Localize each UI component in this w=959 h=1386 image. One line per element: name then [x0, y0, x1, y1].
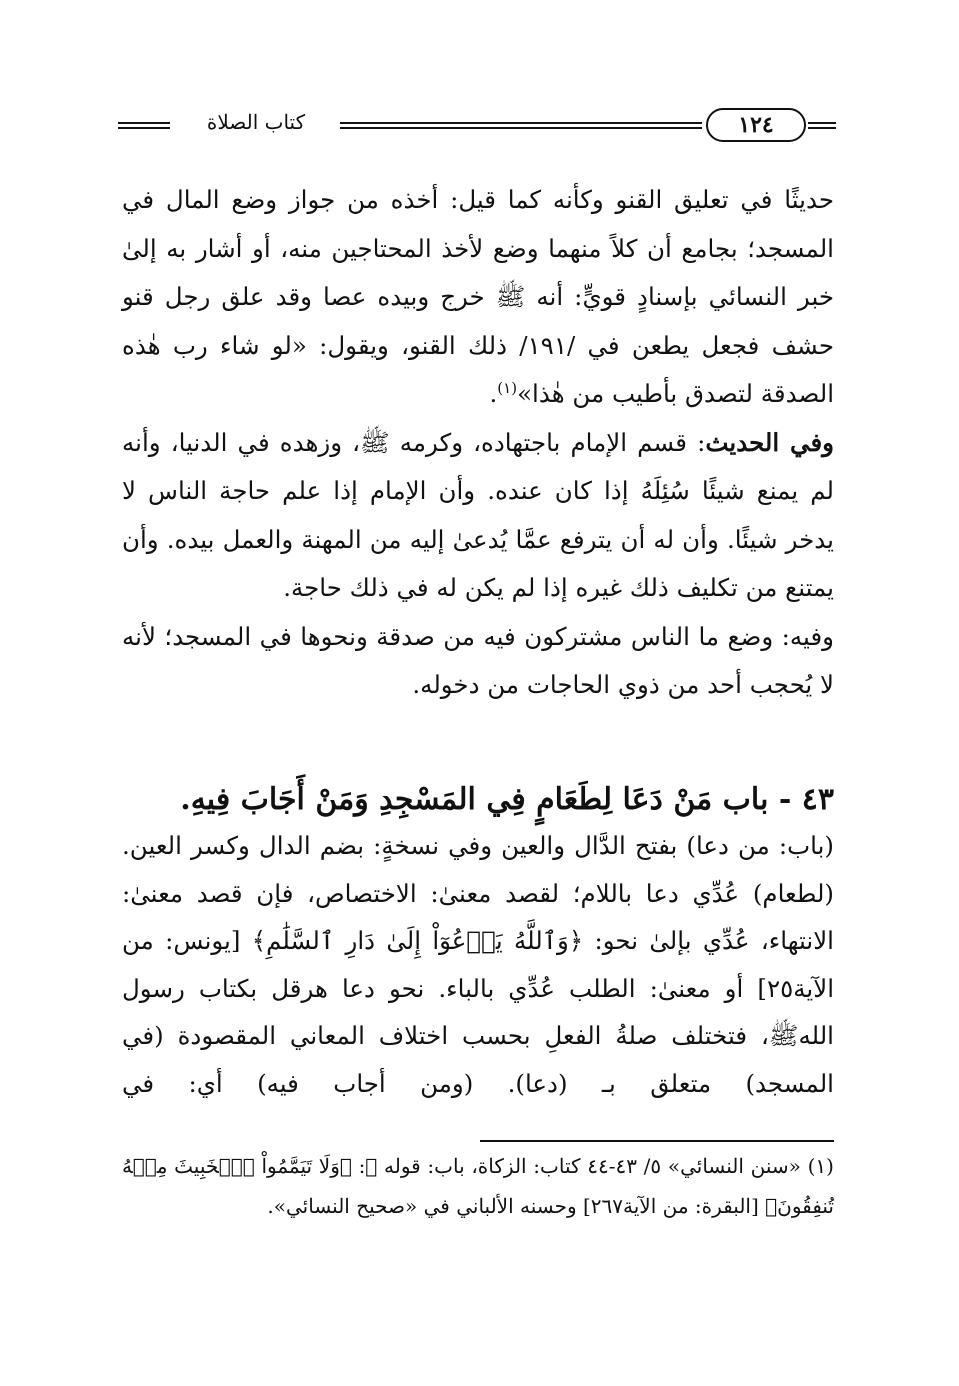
paragraph-text: حديثًا في تعليق القنو وكأنه كما قيل: أخذه من جواز وضع المال في المسجد؛ بجامع أن كلاً منهما وضع لأخذ المحتاجين منه، أو أشار به إلىٰ خبر النسائي بإسنادٍ قويٍّ: أنه ﷺ خرج وبيده عصا وقد علق رجل قنو حشف فجعل يطعن في /١٩١/ ذلك القنو، ويقول: «لو شاء رب هٰذه الصدقة لتصدق بأطيب من هٰذا» — [122, 185, 834, 408]
footnote: (١) «سنن النسائي» ٥/ ٤٣-٤٤ كتاب: الزكاة، باب: قوله ﷻ: ﴿وَلَا تَيَمَّمُواْ ٱلۡخَبِيثَ مِنۡهُ تُنفِقُونَ﴾ [البقرة: من الآية٢٦٧] وحسنه الألباني في «صحيح النسائي». — [122, 1154, 834, 1218]
footnote-marker: (١) — [497, 378, 518, 397]
main-text — [122, 176, 834, 710]
paragraph-text: : قسم الإمام باجتهاده، وكرمه ﷺ، وزهده في الدنيا، وأنه لم يمنع شيئًا سُئِلَهُ إذا كان عنده. وأن الإمام إذا علم حاجة الناس لا يدخر شيئًا. وأن له أن يترفع عمَّا يُدعىٰ إليه من المهنة والعمل بيده. وأن يمتنع من تكليف ذلك غيره إذا لم يكن له في ذلك حاجة. — [122, 427, 834, 602]
paragraph — [122, 419, 834, 613]
paragraph-lead: وفي الحديث — [705, 427, 834, 457]
header-rule-middle — [340, 122, 702, 129]
page-number: ١٢٤ — [706, 108, 806, 142]
paragraph: وفيه: وضع ما الناس مشتركون فيه من صدقة ونحوها في المسجد؛ لأنه لا يُحجب أحد من ذوي الحاجات من دخوله. — [122, 621, 834, 699]
page-header — [118, 104, 836, 150]
chapter-body: (باب: من دعا) بفتح الدَّال والعين وفي نسخةٍ: بضم الدال وكسر العين. (لطعام) عُدِّي دعا باللام؛ لقصد معنىٰ: الاختصاص، فإن قصد معنىٰ: الانتهاء، عُدِّي بإلىٰ نحو: ﴿وَٱللَّهُ يَدۡعُوٓاْ إِلَىٰ دَارِ ٱلسَّلَٰمِ﴾ [يونس: من الآية٢٥] أو معنىٰ: الطلب عُدِّي بالباء. نحو دعا هرقل بكتاب رسول اللهﷺ، فتختلف صلةُ الفعلِ بحسب اختلاف المعاني المقصودة (في المسجد) متعلق بـ (دعا). (ومن أجاب فيه) أي: في — [122, 831, 834, 1098]
header-rule-left — [118, 122, 170, 129]
running-title: كتاب الصلاة — [206, 110, 306, 134]
paragraph: حديثًا في تعليق القنو وكأنه كما قيل: أخذه من جواز وضع المال في المسجد؛ بجامع أن كلاً منهما وضع لأخذ المحتاجين منه، أو أشار به إلىٰ خبر النسائي بإسنادٍ قويٍّ: أنه ﷺ خرج وبيده عصا وقد علق رجل قنو حشف فجعل يطعن في /١٩١/ ذلك القنو، ويقول: «لو شاء رب هٰذه الصدقة لتصدق بأطيب من هٰذا»$^{(١)}$. — [122, 185, 834, 408]
footnote-separator — [480, 1140, 834, 1142]
chapter-heading: ٤٣ - باب مَنْ دَعَا لِطَعَامٍ فِي المَسْجِدِ وَمَنْ أَجَابَ فِيهِ. — [180, 782, 834, 817]
header-rule-right — [808, 122, 836, 129]
